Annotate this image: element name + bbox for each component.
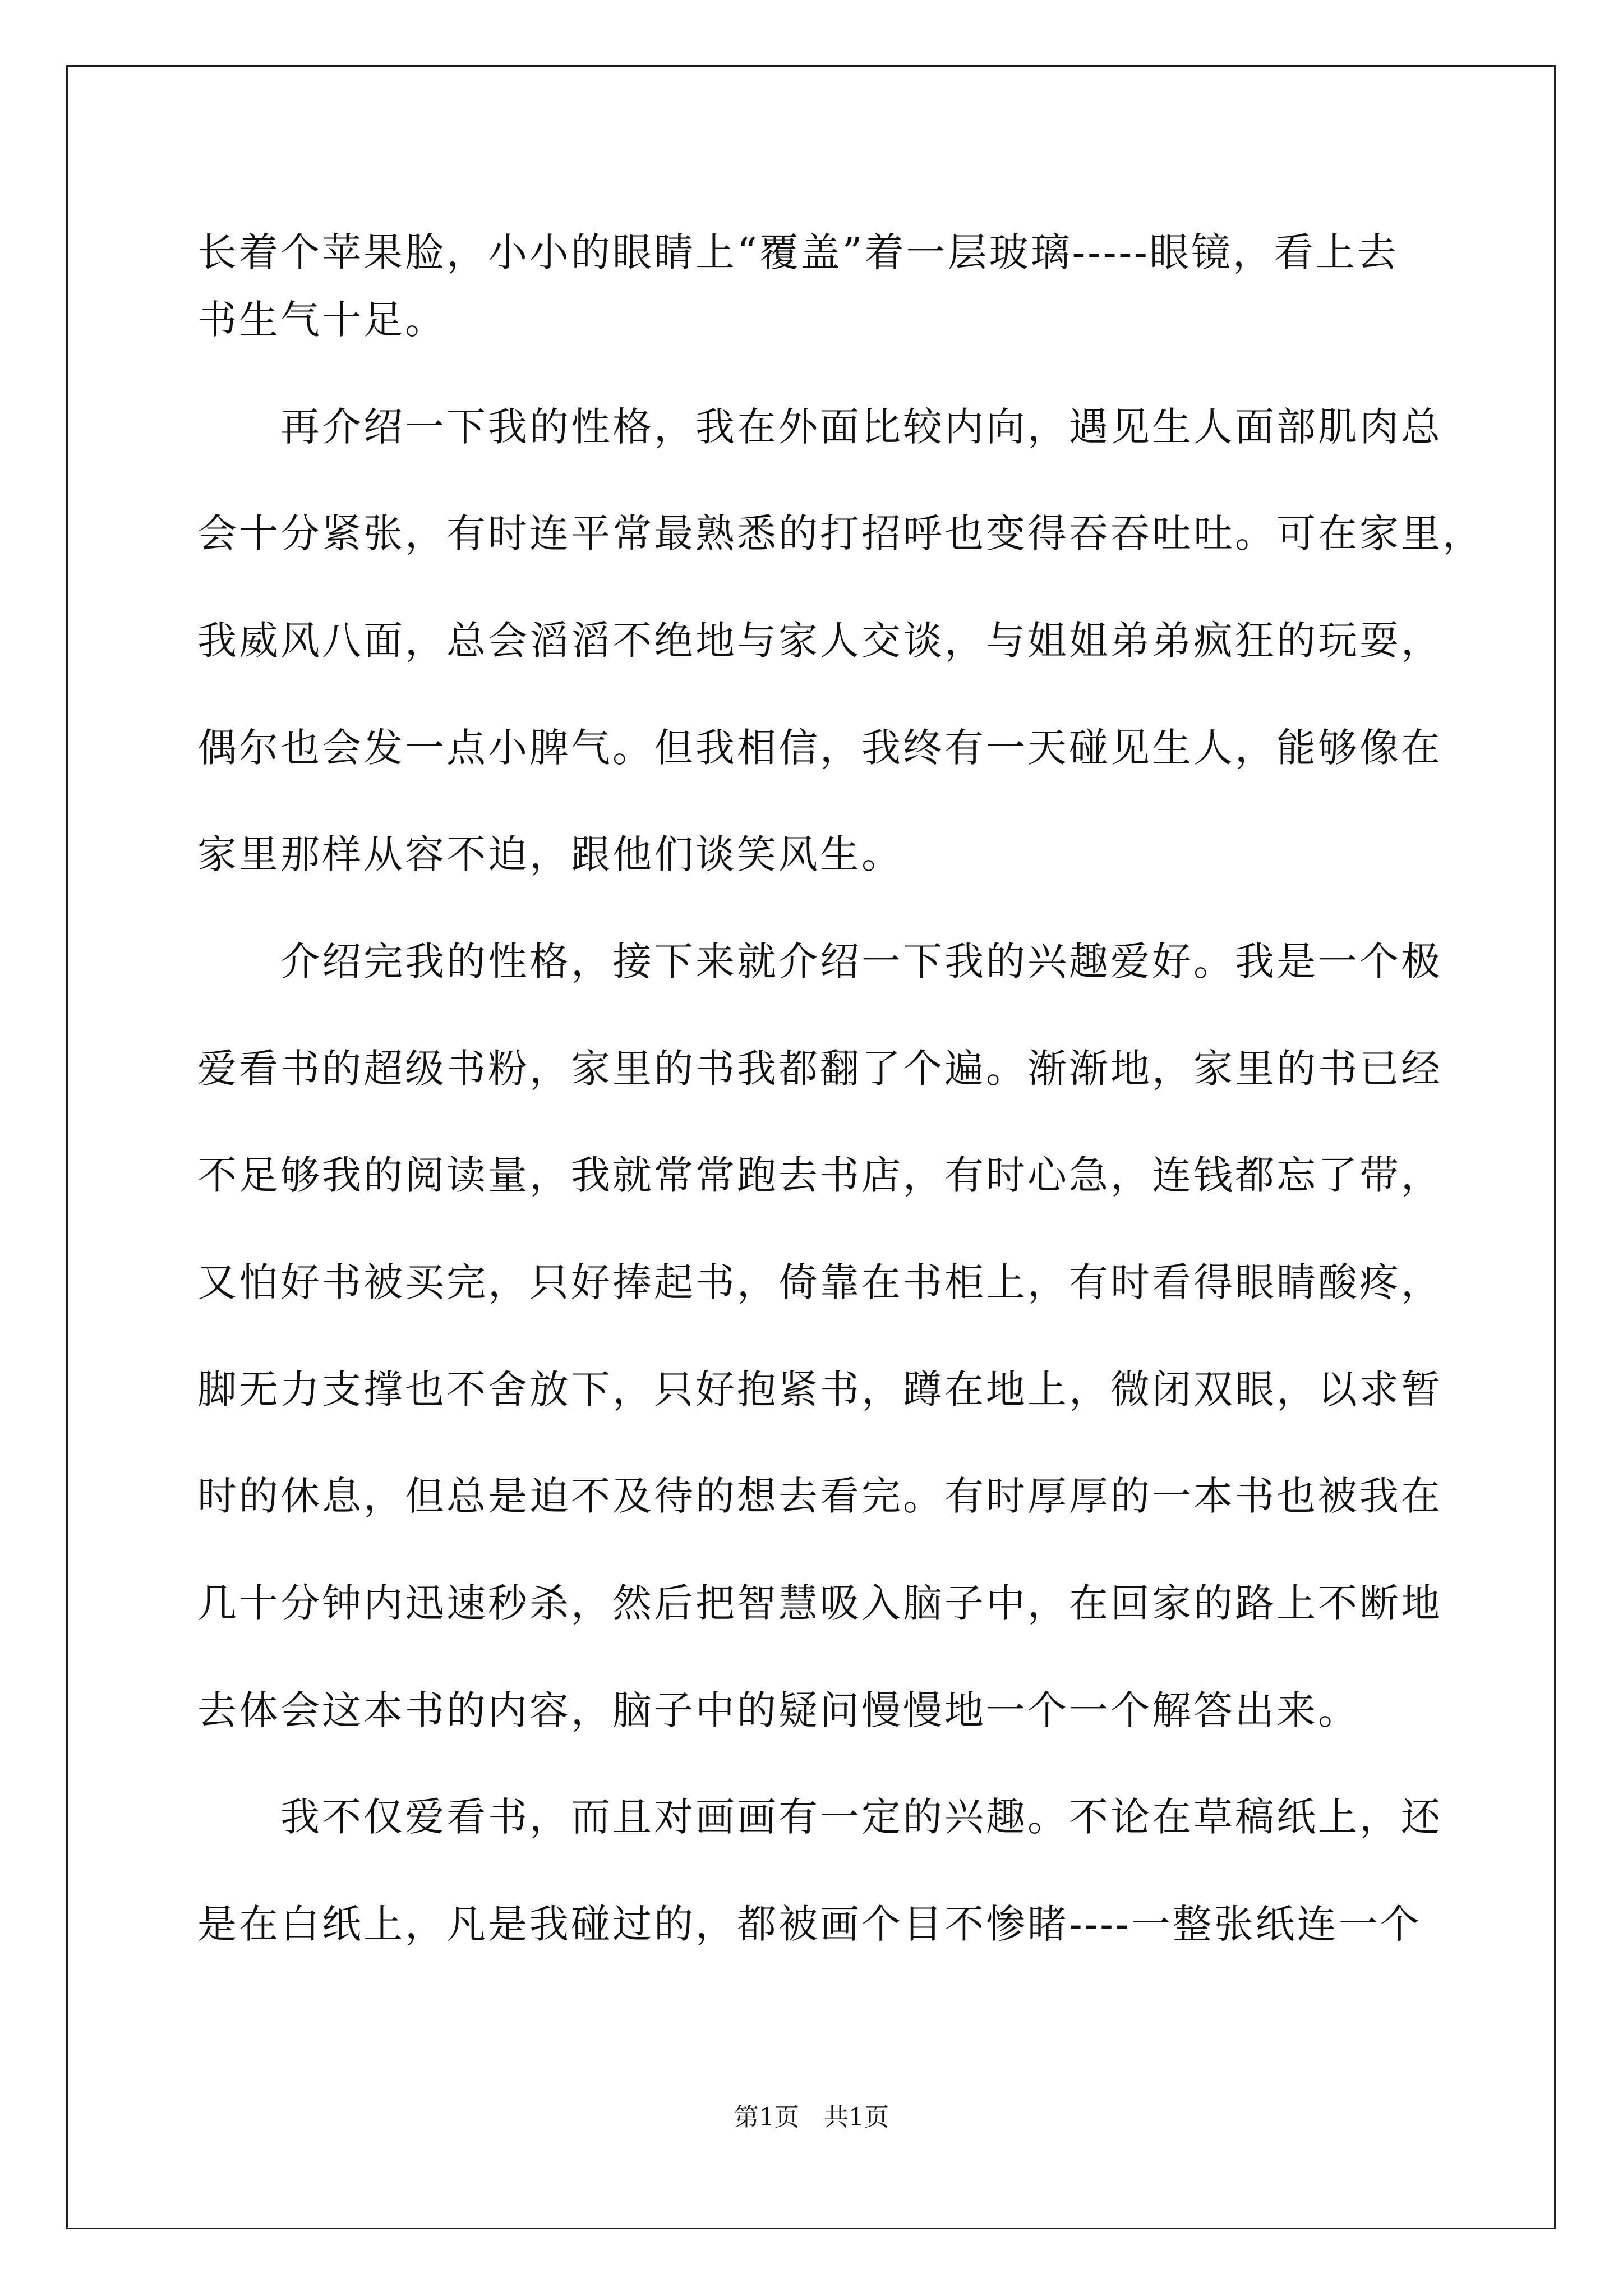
body-line-10: 不足够我的阅读量，我就常常跑去书店，有时心急，连钱都忘了带， — [197, 1152, 1442, 1198]
body-line-6: 偶尔也会发一点小脾气。但我相信，我终有一天碰见生人，能够像在 — [197, 725, 1442, 771]
body-line-8: 介绍完我的性格，接下来就介绍一下我的兴趣爱好。我是一个极 — [197, 938, 1442, 984]
body-line-2: 书生气十足。 — [197, 297, 446, 343]
body-line-5: 我威风八面，总会滔滔不绝地与家人交谈，与姐姐弟弟疯狂的玩耍， — [197, 618, 1442, 664]
body-line-14: 几十分钟内迅速秒杀，然后把智慧吸入脑子中，在回家的路上不断地 — [197, 1580, 1442, 1626]
body-line-17: 是在白纸上，凡是我碰过的，都被画个目不惨睹----一整张纸连一个 — [197, 1901, 1422, 1947]
body-line-1: 长着个苹果脸，小小的眼睛上“覆盖”着一层玻璃-----眼镜，看上去 — [197, 229, 1399, 275]
body-line-9: 爱看书的超级书粉，家里的书我都翻了个遍。渐渐地，家里的书已经 — [197, 1046, 1442, 1092]
body-line-4: 会十分紧张，有时连平常最熟悉的打招呼也变得吞吞吐吐。可在家里， — [197, 510, 1484, 556]
body-line-12: 脚无力支撑也不舍放下，只好抱紧书，蹲在地上，微闭双眼，以求暂 — [197, 1366, 1442, 1412]
body-line-15: 去体会这本书的内容，脑子中的疑问慢慢地一个一个解答出来。 — [197, 1687, 1359, 1733]
body-line-7: 家里那样从容不迫，跟他们谈笑风生。 — [197, 831, 903, 877]
body-line-16: 我不仅爱看书，而且对画画有一定的兴趣。不论在草稿纸上，还 — [197, 1794, 1442, 1840]
page-number-footer: 第1页 共1页 — [734, 2103, 889, 2132]
body-line-13: 时的休息，但总是迫不及待的想去看完。有时厚厚的一本书也被我在 — [197, 1473, 1442, 1519]
body-line-3: 再介绍一下我的性格，我在外面比较内向，遇见生人面部肌肉总 — [197, 404, 1442, 450]
body-line-11: 又怕好书被买完，只好捧起书，倚靠在书柜上，有时看得眼睛酸疼， — [197, 1259, 1442, 1305]
